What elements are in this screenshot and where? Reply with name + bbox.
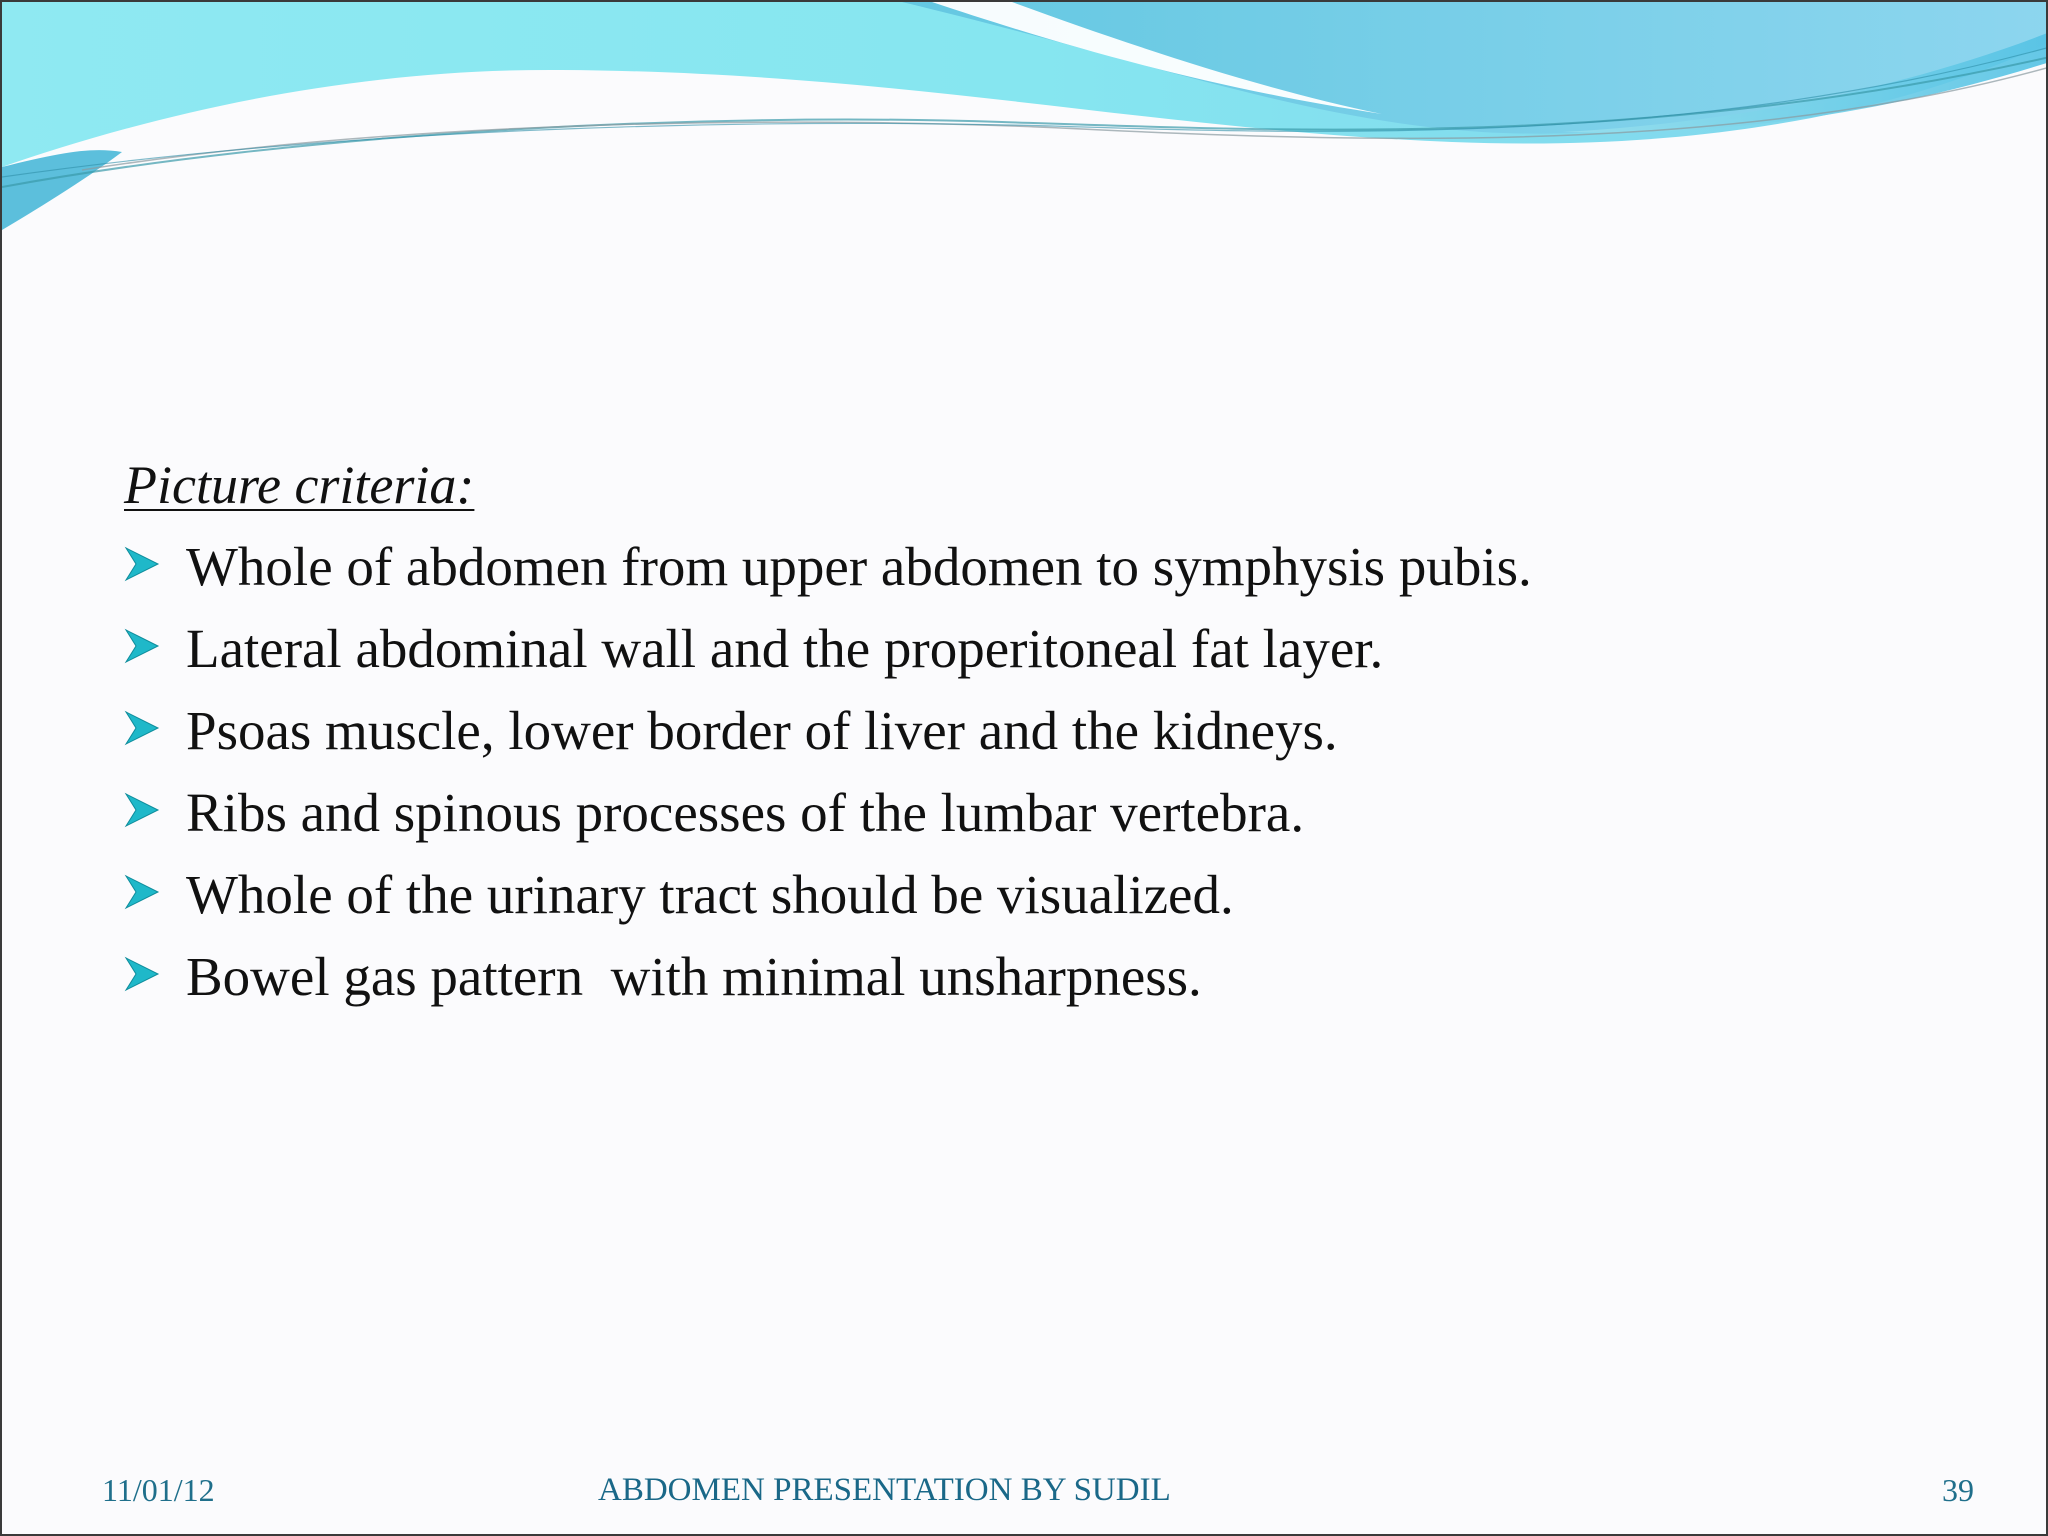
list-item [124,860,1924,942]
footer-title: ABDOMEN PRESENTATION BY SUDIL [598,1472,1171,1508]
list-item [124,532,1924,614]
list-item [124,696,1924,778]
page-number: 39 [1942,1472,1974,1508]
arrow-bullet-icon [124,532,186,587]
arrow-bullet-icon [124,696,186,751]
bullet-text: Bowel gas pattern with minimal unsharpness. [186,946,1202,1007]
list-item [124,942,1924,1024]
bullet-list [124,532,1924,1024]
bullet-text: Ribs and spinous processes of the lumbar vertebra. [186,782,1305,843]
arrow-bullet-icon [124,942,186,997]
bullet-text: Lateral abdominal wall and the properitoneal fat layer. [186,618,1384,679]
arrow-bullet-icon [124,860,186,915]
arrow-bullet-icon [124,778,186,833]
footer-date: 11/01/12 [102,1472,215,1508]
bullet-text: Whole of the urinary tract should be visualized. [186,864,1234,925]
list-item [124,778,1924,860]
arrow-bullet-icon [124,614,186,669]
section-subtitle: Picture criteria: [124,455,475,515]
bullet-text: Whole of abdomen from upper abdomen to symphysis pubis. [186,536,1532,597]
list-item [124,614,1924,696]
content-area [124,450,1924,1024]
header-wave-decoration [2,2,2048,242]
bullet-text: Psoas muscle, lower border of liver and the kidneys. [186,700,1338,761]
